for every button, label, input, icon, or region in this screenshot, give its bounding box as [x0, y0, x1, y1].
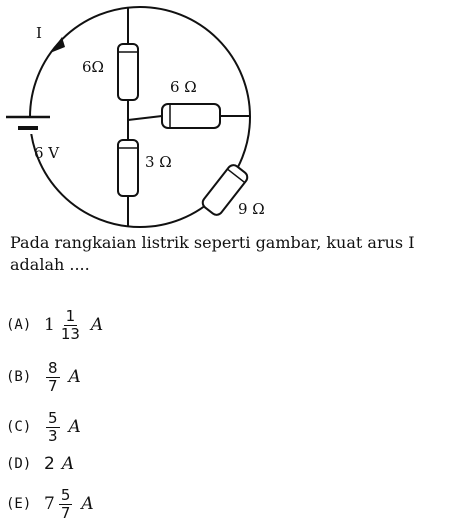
- option-e-fraction: [59, 487, 73, 522]
- option-a-denominator: 13: [60, 324, 80, 343]
- option-b-fraction: [46, 360, 60, 395]
- option-a-numerator: 1: [65, 306, 76, 325]
- resistor-middle: [118, 140, 138, 196]
- current-label: I: [36, 24, 42, 42]
- option-e-value: [44, 487, 94, 522]
- option-d-number: 2: [44, 454, 55, 474]
- option-b-denominator: 7: [48, 376, 58, 395]
- r-side-label: 6 Ω: [170, 78, 197, 96]
- option-e-label: (E): [6, 496, 32, 512]
- battery-label: 6 V: [34, 144, 60, 162]
- option-a-label: (A): [6, 317, 32, 333]
- resistor-top: [118, 44, 138, 100]
- r-mid-label: 3 Ω: [145, 153, 172, 171]
- option-a-unit: A: [90, 315, 104, 335]
- option-d-value: [44, 454, 74, 474]
- option-a-whole: 1: [44, 315, 55, 335]
- option-e[interactable]: [6, 484, 94, 524]
- option-b[interactable]: [6, 357, 81, 397]
- option-a-value: [44, 308, 103, 343]
- option-d[interactable]: [6, 444, 74, 484]
- option-b-numerator: 8: [48, 358, 58, 377]
- option-b-unit: A: [68, 367, 81, 387]
- option-e-unit: A: [81, 494, 94, 514]
- side-branch-wire-left: [128, 116, 162, 120]
- option-d-unit: A: [61, 454, 75, 474]
- option-c-numerator: 5: [48, 408, 58, 427]
- battery: [6, 116, 52, 134]
- option-b-value: [44, 360, 81, 395]
- circuit-diagram: [0, 0, 474, 232]
- option-a-fraction: [59, 308, 82, 343]
- resistor-side: [162, 104, 220, 128]
- option-c-denominator: 3: [48, 426, 58, 445]
- option-e-numerator: 5: [60, 485, 71, 504]
- option-c-value: [44, 410, 81, 445]
- option-c[interactable]: [6, 407, 81, 447]
- option-c-label: (C): [6, 419, 32, 435]
- option-d-label: (D): [6, 456, 32, 472]
- r-diag-label: 9 Ω: [238, 200, 265, 218]
- option-a[interactable]: [6, 305, 103, 345]
- r-top-label: 6Ω: [82, 58, 104, 76]
- option-c-fraction: [46, 410, 60, 445]
- option-b-label: (B): [6, 369, 32, 385]
- option-e-whole: 7: [44, 494, 55, 514]
- question-text: Pada rangkaian listrik seperti gambar, kuat arus I adalah ....: [10, 233, 415, 274]
- option-c-unit: A: [68, 417, 81, 437]
- option-e-denominator: 7: [60, 503, 71, 522]
